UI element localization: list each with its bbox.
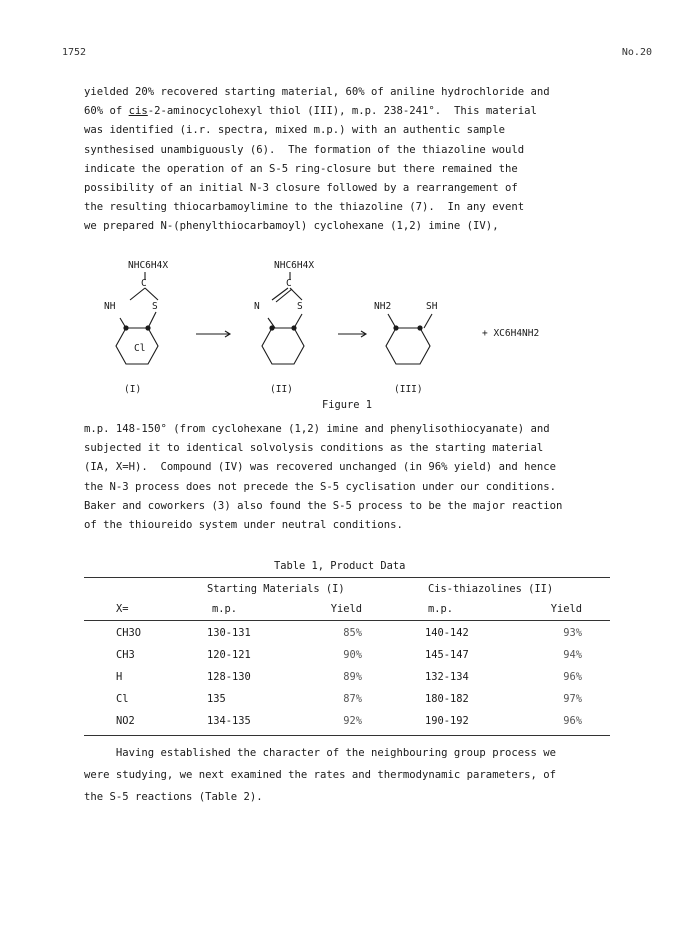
journal-issue-number: No.20 xyxy=(621,47,652,58)
cell-yield-2: 93% xyxy=(563,627,582,639)
cell-yield-2: 96% xyxy=(563,715,582,727)
cell-yield-1: 90% xyxy=(343,649,362,661)
text-line xyxy=(84,102,614,121)
text-line: of the thioureido system under neutral conditions. xyxy=(84,518,403,531)
nh-label: NH xyxy=(104,301,116,312)
column-header-mp-1: m.p. xyxy=(212,603,238,615)
table-top-rule xyxy=(84,577,610,578)
carbon-label: C xyxy=(141,278,147,289)
cell-mp-1: 130-131 xyxy=(207,627,251,639)
carbon-label: C xyxy=(286,278,292,289)
amine-label: NH2 xyxy=(374,301,392,312)
cell-x: CH3O xyxy=(116,627,142,639)
cell-yield-1: 85% xyxy=(343,627,362,639)
figure-caption: Figure 1 xyxy=(322,399,373,411)
cell-yield-2: 94% xyxy=(563,649,582,661)
cell-x: NO2 xyxy=(116,715,135,727)
column-header-yield-2: Yield xyxy=(550,603,582,615)
cell-mp-2: 140-142 xyxy=(425,627,469,639)
text-fragment: -2-aminocyclohexyl thiol (III), m.p. 238-241°. This material xyxy=(147,105,537,118)
text-line: m.p. 148-150° (from cyclohexane (1,2) imine and phenylisothiocyanate) and xyxy=(84,423,550,435)
text-line: indicate the operation of an S-5 ring-closure but there remained the xyxy=(84,162,518,175)
substituent-label: NHC6H4X xyxy=(274,260,315,271)
byproduct-label: + XC6H4NH2 xyxy=(482,328,540,339)
compound-label-iii: (III) xyxy=(394,384,423,395)
table-bottom-rule xyxy=(84,735,610,736)
cell-yield-2: 97% xyxy=(563,693,582,705)
cell-mp-2: 145-147 xyxy=(425,649,469,661)
text-line: the N-3 process does not precede the S-5 cyclisation under our conditions. xyxy=(84,480,556,493)
nitrogen-label: N xyxy=(254,301,260,312)
table-caption: Table 1, Product Data xyxy=(274,560,406,572)
cell-x: Cl xyxy=(116,693,129,705)
text-line: synthesised unambiguously (6). The formation of the thiazoline would xyxy=(84,143,525,156)
page-number: 1752 xyxy=(62,47,87,58)
column-header-mp-2: m.p. xyxy=(428,603,454,615)
cell-mp-2: 180-182 xyxy=(425,693,469,705)
cell-mp-2: 190-192 xyxy=(425,715,469,727)
compound-label-i: (I) xyxy=(124,384,142,395)
text-line: yielded 20% recovered starting material, 60% of aniline hydrochloride and xyxy=(84,86,550,98)
cell-yield-1: 89% xyxy=(343,671,362,683)
cell-x: H xyxy=(116,671,123,683)
cell-mp-1: 128-130 xyxy=(207,671,251,683)
text-fragment: 60% of xyxy=(84,105,129,118)
text-line: the S-5 reactions (Table 2). xyxy=(84,791,263,803)
cell-yield-1: 92% xyxy=(343,715,362,727)
text-line: Baker and coworkers (3) also found the S-5 process to be the major reaction xyxy=(84,499,563,512)
thiol-label: SH xyxy=(426,301,438,312)
text-line: (IA, X=H). Compound (IV) was recovered unchanged (in 96% yield) and hence xyxy=(84,461,556,474)
chlorine-label: Cl xyxy=(134,343,146,354)
cell-yield-1: 87% xyxy=(343,693,362,705)
text-line: subjected it to identical solvolysis conditions as the starting material xyxy=(84,442,544,455)
text-line: were studying, we next examined the rates and thermodynamic parameters, of xyxy=(84,769,556,781)
sulfur-label: S xyxy=(297,301,303,312)
cell-mp-1: 120-121 xyxy=(207,649,251,661)
column-group-starting-materials: Starting Materials (I) xyxy=(207,583,345,595)
reaction-scheme-figure xyxy=(90,258,610,413)
column-group-cis-thiazolines: Cis-thiazolines (II) xyxy=(428,583,554,595)
text-line: possibility of an initial N-3 closure followed by a rearrangement of xyxy=(84,181,518,194)
text-line: we prepared N-(phenylthiocarbamoyl) cyclohexane (1,2) imine (IV), xyxy=(84,220,499,233)
table-header-rule xyxy=(84,620,610,621)
column-header-yield-1: Yield xyxy=(330,603,362,615)
cell-mp-1: 134-135 xyxy=(207,715,251,727)
paragraph-1 xyxy=(84,83,614,237)
cell-mp-1: 135 xyxy=(207,693,226,705)
cell-x: CH3 xyxy=(116,649,135,661)
sulfur-label: S xyxy=(152,301,158,312)
text-line: was identified (i.r. spectra, mixed m.p.) with an authentic sample xyxy=(84,124,505,137)
paragraph-3 xyxy=(84,742,614,808)
text-line: Having established the character of the neighbouring group process we xyxy=(84,747,556,759)
cell-yield-2: 96% xyxy=(563,671,582,683)
substituent-label: NHC6H4X xyxy=(128,260,169,271)
column-header-x: X= xyxy=(116,603,129,615)
cis-underlined: cis xyxy=(128,105,148,118)
text-line: the resulting thiocarbamoylimine to the thiazoline (7). In any event xyxy=(84,201,525,214)
cell-mp-2: 132-134 xyxy=(425,671,469,683)
compound-label-ii: (II) xyxy=(270,384,293,395)
paragraph-2 xyxy=(84,420,614,535)
